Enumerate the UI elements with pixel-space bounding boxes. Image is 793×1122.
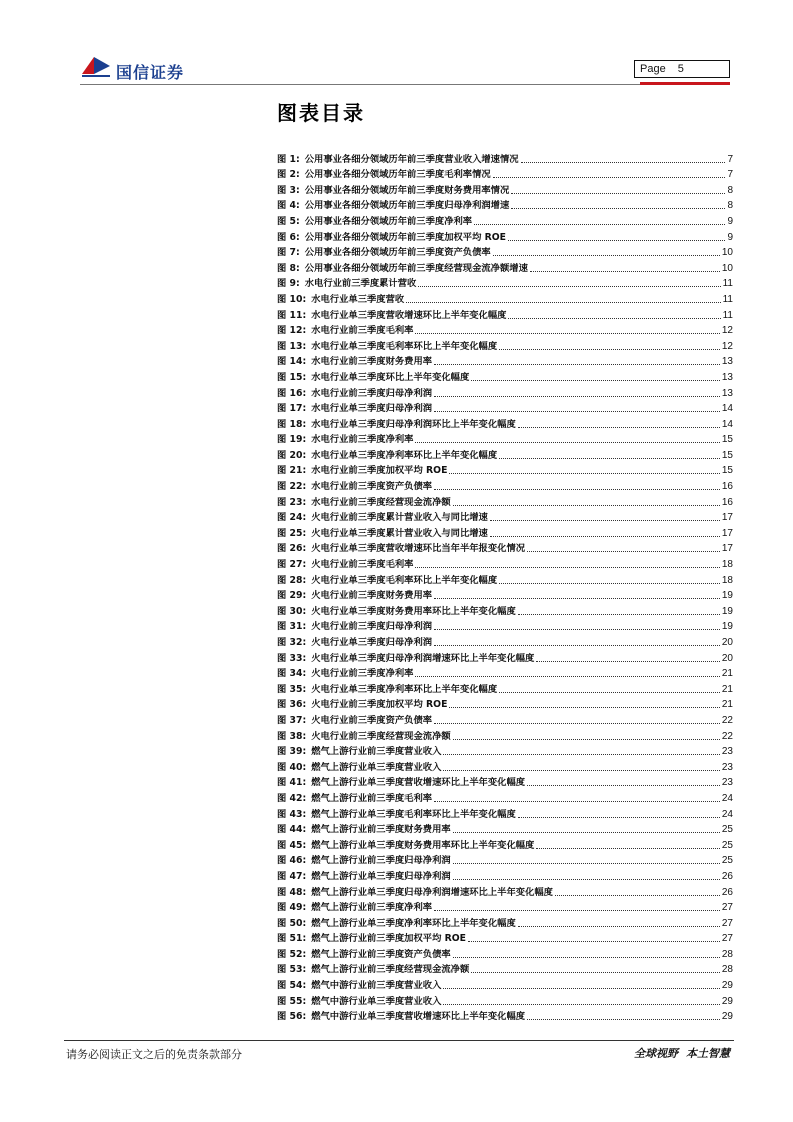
toc-entry-leader — [453, 879, 720, 880]
toc-entry-page: 23 — [721, 746, 733, 758]
toc-entry-title: 水电行业单三季度归母净利润 — [311, 403, 433, 415]
toc-entry-title: 火电行业单三季度财务费用率环比上半年变化幅度 — [311, 605, 516, 617]
toc-entry-page: 29 — [721, 1011, 733, 1023]
toc-entry-page: 29 — [721, 995, 733, 1007]
toc-entry[interactable] — [277, 212, 733, 228]
toc-entry-leader — [521, 162, 726, 163]
toc-entry[interactable] — [277, 400, 733, 416]
toc-entry-title: 水电行业前三季度净利率 — [311, 434, 414, 446]
toc-entry-page: 29 — [721, 980, 733, 992]
toc-entry-label: 图 15: — [277, 371, 307, 383]
toc-entry-page: 10 — [721, 247, 733, 259]
toc-entry[interactable] — [277, 602, 733, 618]
toc-entry-page: 13 — [721, 356, 733, 368]
toc-entry-label: 图 42: — [277, 792, 307, 804]
toc-entry-title: 火电行业前三季度财务费用率 — [311, 590, 433, 602]
toc-entry-page: 9 — [727, 231, 733, 243]
toc-entry-title: 水电行业单三季度归母净利润环比上半年变化幅度 — [311, 418, 516, 430]
toc-entry-page: 16 — [721, 496, 733, 508]
toc-entry[interactable] — [277, 789, 733, 805]
toc-entry-page: 21 — [721, 699, 733, 711]
toc-entry-leader — [434, 629, 720, 630]
toc-entry-page: 7 — [727, 169, 733, 181]
toc-entry-title: 火电行业单三季度归母净利润 — [311, 637, 433, 648]
footer-slogan — [634, 1045, 730, 1061]
toc-entry-title: 火电行业单三季度归母净利润增速环比上半年变化幅度 — [311, 652, 535, 664]
toc-entry-title: 火电行业单三季度营收增速环比当年半年报变化情况 — [311, 543, 526, 555]
toc-entry-leader — [453, 739, 720, 740]
toc-entry-title: 水电行业前三季度毛利率 — [311, 325, 414, 337]
toc-entry-title: 燃气中游行业前三季度营业收入 — [311, 980, 442, 992]
toc-entry-leader — [415, 333, 719, 334]
toc-entry-leader — [434, 598, 720, 599]
toc-entry-page: 26 — [721, 870, 733, 882]
toc-entry-label: 图 44: — [277, 824, 307, 836]
toc-entry-label: 图 47: — [277, 870, 307, 882]
toc-entry-title: 燃气上游行业前三季度净利率 — [311, 902, 433, 914]
toc-entry-title: 公用事业各细分领域历年前三季度净利率 — [304, 215, 473, 227]
toc-entry-page: 25 — [721, 839, 733, 851]
toc-entry-label: 图 27: — [277, 559, 307, 571]
toc-entry-leader — [530, 271, 720, 272]
toc-entry-label: 图 13: — [277, 340, 307, 352]
toc-entry[interactable] — [277, 306, 733, 322]
toc-entry-leader — [453, 863, 720, 864]
toc-entry-page: 12 — [721, 325, 733, 337]
toc-entry-title: 公用事业各细分领域历年前三季度加权平均 ROE — [304, 231, 507, 243]
toc-entry-leader — [499, 349, 720, 350]
toc-entry-leader — [434, 489, 720, 490]
toc-entry-leader — [493, 255, 720, 256]
toc-entry-label: 图 41: — [277, 777, 307, 789]
toc-entry-label: 图 1: — [277, 153, 300, 165]
page-label: Page — [640, 63, 666, 75]
toc-entry-label: 图 19: — [277, 434, 307, 446]
footer-divider — [64, 1040, 734, 1041]
toc-entry-page: 22 — [721, 730, 733, 742]
toc-entry-page: 15 — [721, 434, 733, 446]
toc-entry-label: 图 26: — [277, 543, 307, 555]
toc-entry-leader — [490, 520, 720, 521]
toc-entry-label: 图 21: — [277, 465, 307, 477]
toc-entry[interactable] — [277, 181, 733, 197]
guosen-logo-icon — [80, 54, 112, 78]
toc-entry[interactable] — [277, 244, 733, 260]
toc-entry-leader — [434, 396, 720, 397]
toc-entry-label: 图 23: — [277, 496, 307, 508]
toc-entry-label: 图 4: — [277, 200, 300, 212]
header-divider — [80, 84, 730, 85]
toc-entry[interactable] — [277, 836, 733, 852]
toc-entry-label: 图 45: — [277, 839, 307, 851]
toc-entry-leader — [536, 848, 720, 849]
toc-entry-leader — [471, 972, 720, 973]
toc-entry-title: 水电行业前三季度归母净利润 — [311, 387, 433, 399]
toc-entry-title: 火电行业前三季度资产负债率 — [311, 714, 433, 726]
toc-entry-title: 水电行业前三季度资产负债率 — [311, 481, 433, 493]
toc-entry-leader — [434, 645, 720, 646]
toc-entry-leader — [499, 692, 720, 693]
toc-entry[interactable] — [277, 462, 733, 478]
toc-entry-title: 燃气上游行业单三季度财务费用率环比上半年变化幅度 — [311, 839, 535, 851]
toc-entry[interactable] — [277, 727, 733, 743]
toc-entry-page: 15 — [721, 449, 733, 461]
toc-entry-title: 燃气上游行业前三季度毛利率 — [311, 792, 433, 804]
toc-entry-page: 8 — [727, 200, 733, 212]
toc-entry[interactable] — [277, 696, 733, 712]
toc-entry[interactable] — [277, 337, 733, 353]
toc-entry-title: 水电行业前三季度加权平均 ROE — [311, 465, 448, 477]
toc-entry-leader — [453, 832, 720, 833]
toc-entry[interactable] — [277, 290, 733, 306]
toc-entry-leader — [518, 427, 720, 428]
toc-entry-title: 燃气上游行业前三季度财务费用率 — [311, 824, 451, 836]
toc-entry-title: 火电行业前三季度经营现金流净额 — [311, 730, 451, 742]
toc-entry-leader — [508, 318, 720, 319]
footer-slogan-part-2: 本土智慧 — [686, 1047, 730, 1060]
toc-entry-label: 图 35: — [277, 683, 307, 695]
toc-entry[interactable] — [277, 1008, 733, 1024]
toc-entry[interactable] — [277, 493, 733, 509]
toc-entry-title: 燃气上游行业单三季度归母净利润 — [311, 870, 451, 882]
footer-disclaimer: 请务必阅读正文之后的免责条款部分 — [66, 1048, 242, 1061]
toc-entry-label: 图 16: — [277, 387, 307, 399]
toc-entry-title: 水电行业单三季度营收增速环比上半年变化幅度 — [311, 309, 507, 321]
toc-entry-page: 17 — [721, 512, 733, 524]
toc-entry-page: 11 — [722, 309, 733, 321]
toc-entry-title: 火电行业前三季度累计营业收入与同比增速 — [311, 512, 488, 524]
toc-entry-page: 17 — [721, 527, 733, 539]
toc-entry[interactable] — [277, 150, 733, 166]
toc-entry-label: 图 28: — [277, 574, 307, 586]
toc-entry-leader — [518, 614, 720, 615]
toc-entry-title: 火电行业单三季度净利率环比上半年变化幅度 — [311, 683, 498, 695]
toc-entry-title: 公用事业各细分领域历年前三季度营业收入增速情况 — [304, 153, 519, 165]
page-indicator — [634, 60, 730, 78]
toc-entry-leader — [415, 676, 719, 677]
toc-entry-label: 图 54: — [277, 980, 307, 992]
toc-entry-label: 图 17: — [277, 403, 307, 415]
toc-entry-label: 图 51: — [277, 933, 307, 945]
toc-entry[interactable] — [277, 899, 733, 915]
toc-entry-label: 图 6: — [277, 231, 300, 243]
toc-entry[interactable] — [277, 259, 733, 275]
toc-entry-title: 燃气上游行业单三季度毛利率环比上半年变化幅度 — [311, 808, 516, 820]
toc-entry-leader — [434, 801, 720, 802]
toc-entry-title: 水电行业单三季度环比上半年变化幅度 — [311, 371, 470, 383]
toc-entry-page: 21 — [721, 683, 733, 695]
toc-entry-label: 图 33: — [277, 652, 307, 664]
toc-entry-title: 火电行业前三季度净利率 — [311, 668, 414, 680]
toc-entry-page: 26 — [721, 886, 733, 898]
toc-entry-title: 水电行业单三季度净利率环比上半年变化幅度 — [311, 449, 498, 461]
toc-entry-page: 27 — [721, 917, 733, 929]
toc-entry[interactable] — [277, 322, 733, 338]
toc-entry-label: 图 32: — [277, 637, 307, 648]
toc-entry[interactable] — [277, 821, 733, 837]
toc-entry-page: 27 — [721, 933, 733, 945]
toc-entry-label: 图 2: — [277, 169, 300, 181]
figure-list — [277, 150, 733, 1023]
toc-entry-page: 8 — [727, 184, 733, 196]
toc-entry[interactable] — [277, 883, 733, 899]
toc-entry[interactable] — [277, 415, 733, 431]
toc-entry-label: 图 29: — [277, 590, 307, 602]
toc-entry-label: 图 5: — [277, 215, 300, 227]
toc-entry-title: 公用事业各细分领域历年前三季度毛利率情况 — [304, 169, 491, 181]
toc-entry-page: 7 — [727, 153, 733, 165]
toc-entry-page: 13 — [721, 371, 733, 383]
toc-entry-title: 公用事业各细分领域历年前三季度经营现金流净额增速 — [304, 262, 528, 274]
toc-entry-leader — [499, 458, 720, 459]
toc-entry[interactable] — [277, 587, 733, 603]
toc-entry-page: 23 — [721, 761, 733, 773]
toc-entry[interactable] — [277, 384, 733, 400]
toc-entry-leader — [453, 505, 720, 506]
toc-entry[interactable] — [277, 353, 733, 369]
toc-entry-title: 燃气中游行业单三季度营业收入 — [311, 995, 442, 1007]
toc-entry-label: 图 25: — [277, 527, 307, 539]
toc-entry[interactable] — [277, 431, 733, 447]
toc-entry-label: 图 48: — [277, 886, 307, 898]
toc-entry-label: 图 20: — [277, 449, 307, 461]
toc-entry-leader — [415, 442, 719, 443]
toc-entry-page: 15 — [721, 465, 733, 477]
toc-entry-page: 19 — [721, 605, 733, 617]
toc-entry-title: 燃气上游行业前三季度资产负债率 — [311, 948, 451, 960]
toc-entry-page: 18 — [721, 559, 733, 571]
toc-entry-label: 图 10: — [277, 293, 307, 305]
toc-entry-title: 燃气上游行业前三季度加权平均 ROE — [311, 933, 467, 945]
toc-entry-title: 火电行业前三季度加权平均 ROE — [311, 699, 448, 711]
toc-entry-page: 25 — [721, 855, 733, 867]
toc-entry-title: 公用事业各细分领域历年前三季度财务费用率情况 — [304, 184, 510, 196]
toc-entry-page: 19 — [721, 621, 733, 633]
toc-entry-label: 图 12: — [277, 325, 307, 337]
toc-entry-page: 17 — [721, 543, 733, 555]
toc-entry-label: 图 43: — [277, 808, 307, 820]
toc-entry-title: 燃气上游行业单三季度营业收入 — [311, 761, 442, 773]
toc-entry-label: 图 9: — [277, 278, 300, 290]
toc-entry-title: 火电行业前三季度归母净利润 — [311, 621, 433, 633]
toc-entry[interactable] — [277, 368, 733, 384]
toc-entry[interactable] — [277, 477, 733, 493]
toc-entry-title: 水电行业单三季度营收 — [311, 293, 405, 305]
toc-entry-label: 图 8: — [277, 262, 300, 274]
toc-entry[interactable] — [277, 166, 733, 182]
toc-entry-page: 10 — [721, 262, 733, 274]
toc-entry-page: 18 — [721, 574, 733, 586]
toc-entry-leader — [415, 567, 719, 568]
toc-entry[interactable] — [277, 805, 733, 821]
toc-entry-title: 火电行业单三季度累计营业收入与同比增速 — [311, 527, 488, 539]
toc-entry-page: 9 — [727, 215, 733, 227]
toc-entry-page: 22 — [721, 714, 733, 726]
toc-entry-page: 25 — [721, 824, 733, 836]
toc-entry[interactable] — [277, 509, 733, 525]
toc-entry-title: 燃气上游行业前三季度经营现金流净额 — [311, 964, 470, 976]
toc-entry-leader — [511, 208, 725, 209]
toc-entry-label: 图 40: — [277, 761, 307, 773]
toc-entry-leader — [527, 551, 720, 552]
toc-entry-page: 12 — [721, 340, 733, 352]
logo-text: 国信证券 — [116, 63, 185, 82]
toc-entry-title: 公用事业各细分领域历年前三季度归母净利润增速 — [304, 200, 510, 212]
toc-entry-title: 燃气上游行业前三季度归母净利润 — [311, 855, 451, 867]
toc-entry-page: 19 — [721, 590, 733, 602]
toc-entry-label: 图 37: — [277, 714, 307, 726]
toc-entry-leader — [443, 770, 720, 771]
toc-entry[interactable] — [277, 992, 733, 1008]
toc-entry-page: 28 — [721, 948, 733, 960]
toc-entry[interactable] — [277, 914, 733, 930]
toc-entry-leader — [449, 473, 719, 474]
toc-entry-leader — [443, 1004, 720, 1005]
toc-entry-leader — [406, 302, 720, 303]
toc-entry[interactable] — [277, 961, 733, 977]
toc-entry-page: 14 — [721, 418, 733, 430]
toc-entry[interactable] — [277, 197, 733, 213]
toc-entry-leader — [443, 754, 720, 755]
toc-entry[interactable] — [277, 852, 733, 868]
toc-entry[interactable] — [277, 446, 733, 462]
toc-entry-page: 24 — [721, 808, 733, 820]
toc-entry-title: 燃气上游行业单三季度净利率环比上半年变化幅度 — [311, 917, 516, 929]
toc-entry-label: 图 50: — [277, 917, 307, 929]
toc-entry-label: 图 34: — [277, 668, 307, 680]
toc-entry-label: 图 36: — [277, 699, 307, 711]
toc-entry-page: 11 — [722, 293, 733, 305]
toc-entry-title: 火电行业前三季度毛利率 — [311, 559, 414, 571]
toc-entry-label: 图 56: — [277, 1011, 307, 1023]
toc-entry-page: 13 — [721, 387, 733, 399]
toc-entry-label: 图 38: — [277, 730, 307, 742]
toc-entry[interactable] — [277, 930, 733, 946]
toc-entry-title: 燃气上游行业单三季度归母净利润增速环比上半年变化幅度 — [311, 886, 553, 898]
toc-entry-title: 水电行业前三季度财务费用率 — [311, 356, 433, 368]
toc-entry-leader — [434, 910, 720, 911]
toc-entry-label: 图 24: — [277, 512, 307, 524]
toc-entry-title: 水电行业前三季度经营现金流净额 — [311, 496, 451, 508]
toc-entry-page: 20 — [721, 652, 733, 664]
footer-slogan-part-1: 全球视野 — [634, 1047, 678, 1060]
toc-entry[interactable] — [277, 228, 733, 244]
toc-entry-label: 图 52: — [277, 948, 307, 960]
toc-entry-label: 图 39: — [277, 746, 307, 758]
toc-entry-page: 16 — [721, 481, 733, 493]
toc-entry-leader — [493, 177, 726, 178]
toc-entry-label: 图 55: — [277, 995, 307, 1007]
toc-entry[interactable] — [277, 571, 733, 587]
toc-entry[interactable] — [277, 275, 733, 291]
toc-entry-leader — [418, 286, 720, 287]
toc-entry[interactable] — [277, 555, 733, 571]
toc-entry-page: 27 — [721, 902, 733, 914]
toc-entry-leader — [508, 240, 725, 241]
toc-entry-page: 11 — [722, 278, 733, 290]
toc-entry-leader — [518, 817, 720, 818]
toc-entry-label: 图 30: — [277, 605, 307, 617]
toc-entry-title: 燃气上游行业单三季度营收增速环比上半年变化幅度 — [311, 777, 526, 789]
toc-entry-title: 燃气中游行业单三季度营收增速环比上半年变化幅度 — [311, 1011, 526, 1023]
toc-entry-label: 图 18: — [277, 418, 307, 430]
toc-entry-label: 图 22: — [277, 481, 307, 493]
toc-entry-leader — [527, 1019, 720, 1020]
toc-entry[interactable] — [277, 743, 733, 759]
toc-entry[interactable] — [277, 774, 733, 790]
toc-entry-page: 14 — [721, 403, 733, 415]
toc-entry[interactable] — [277, 540, 733, 556]
page-title: 图表目录 — [277, 101, 365, 125]
header-accent-bar — [640, 82, 730, 85]
toc-entry-leader — [536, 661, 720, 662]
toc-entry[interactable] — [277, 867, 733, 883]
toc-entry-page: 28 — [721, 964, 733, 976]
toc-entry-label: 图 11: — [277, 309, 307, 321]
toc-entry-title: 水电行业单三季度毛利率环比上半年变化幅度 — [311, 340, 498, 352]
toc-entry[interactable] — [277, 524, 733, 540]
toc-entry-label: 图 14: — [277, 356, 307, 368]
toc-entry-label: 图 31: — [277, 621, 307, 633]
toc-entry[interactable] — [277, 945, 733, 961]
toc-entry-label: 图 3: — [277, 184, 300, 196]
toc-entry-leader — [518, 926, 720, 927]
toc-entry[interactable] — [277, 680, 733, 696]
toc-entry-leader — [443, 988, 720, 989]
toc-entry[interactable] — [277, 711, 733, 727]
toc-entry-page: 23 — [721, 777, 733, 789]
toc-entry-label: 图 53: — [277, 964, 307, 976]
toc-entry-leader — [449, 707, 719, 708]
toc-entry[interactable] — [277, 665, 733, 681]
toc-entry-page: 24 — [721, 792, 733, 804]
page-number: 5 — [677, 63, 684, 75]
toc-entry-page: 20 — [721, 637, 733, 648]
toc-entry-label: 图 46: — [277, 855, 307, 867]
toc-entry-leader — [511, 193, 725, 194]
toc-entry-leader — [471, 380, 720, 381]
toc-entry-leader — [474, 224, 725, 225]
toc-entry-leader — [434, 723, 720, 724]
toc-entry-leader — [434, 364, 720, 365]
toc-entry[interactable] — [277, 633, 733, 649]
toc-entry-title: 燃气上游行业前三季度营业收入 — [311, 746, 442, 758]
toc-entry-title: 公用事业各细分领域历年前三季度资产负债率 — [304, 247, 491, 259]
toc-entry-leader — [453, 957, 720, 958]
toc-entry[interactable] — [277, 649, 733, 665]
toc-entry-leader — [499, 583, 720, 584]
toc-entry-leader — [555, 895, 720, 896]
toc-entry-label: 图 49: — [277, 902, 307, 914]
toc-entry[interactable] — [277, 758, 733, 774]
toc-entry[interactable] — [277, 618, 733, 634]
toc-entry-title: 水电行业前三季度累计营收 — [304, 278, 417, 290]
toc-entry[interactable] — [277, 976, 733, 992]
toc-entry-leader — [468, 941, 720, 942]
toc-entry-page: 21 — [721, 668, 733, 680]
toc-entry-leader — [527, 785, 720, 786]
toc-entry-label: 图 7: — [277, 247, 300, 259]
toc-entry-leader — [434, 411, 720, 412]
toc-entry-leader — [490, 536, 720, 537]
toc-entry-title: 火电行业单三季度毛利率环比上半年变化幅度 — [311, 574, 498, 586]
